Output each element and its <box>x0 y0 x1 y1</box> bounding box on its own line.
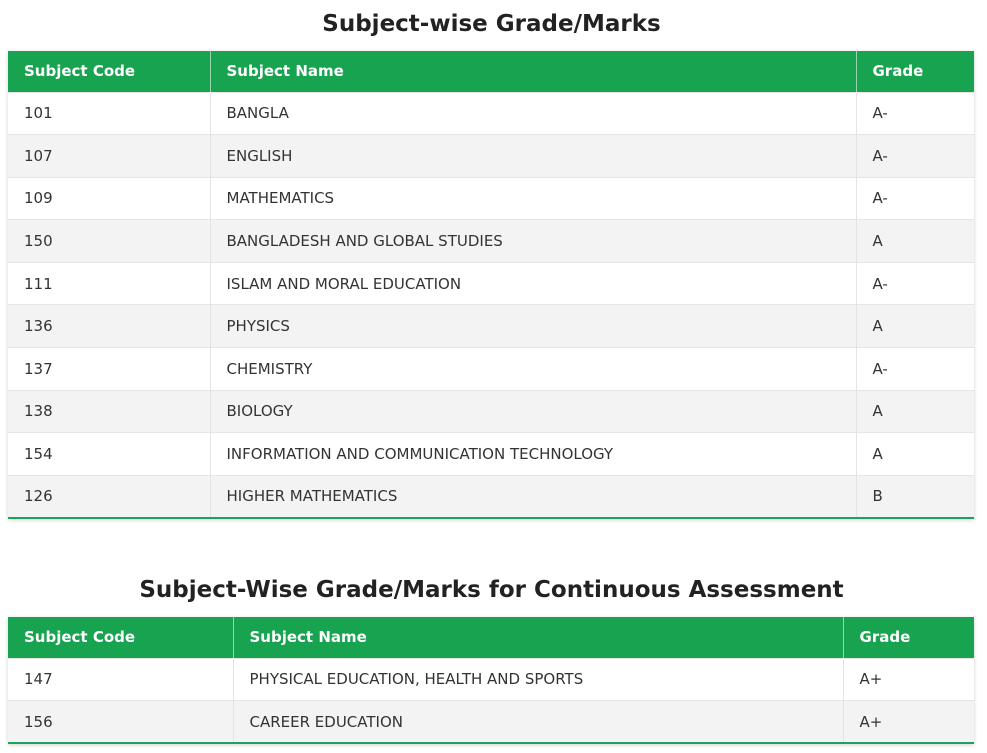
grade-cell: A <box>856 220 974 263</box>
table-row <box>8 475 974 518</box>
subject-grades-table <box>8 51 974 519</box>
header-subject-name: Subject Name <box>233 617 843 658</box>
subject-code-cell: 138 <box>8 390 210 433</box>
grade-cell: A- <box>856 92 974 135</box>
header-subject-name: Subject Name <box>210 51 856 92</box>
subject-code-cell: 150 <box>8 220 210 263</box>
subject-name-cell: CAREER EDUCATION <box>233 701 843 744</box>
subject-code-cell: 137 <box>8 348 210 391</box>
subject-code-cell: 107 <box>8 135 210 178</box>
subject-name-cell: BANGLADESH AND GLOBAL STUDIES <box>210 220 856 263</box>
grade-cell: A+ <box>843 658 974 701</box>
table-header-row <box>8 51 974 92</box>
grade-cell: A- <box>856 135 974 178</box>
table-row <box>8 220 974 263</box>
subject-code-cell: 101 <box>8 92 210 135</box>
subject-grades-body <box>8 92 974 518</box>
table-header-row <box>8 617 974 658</box>
subject-code-cell: 136 <box>8 305 210 348</box>
subject-code-cell: 154 <box>8 433 210 476</box>
subject-code-cell: 111 <box>8 262 210 305</box>
table-row <box>8 433 974 476</box>
grade-cell: A- <box>856 262 974 305</box>
subject-name-cell: CHEMISTRY <box>210 348 856 391</box>
subject-name-cell: BIOLOGY <box>210 390 856 433</box>
subject-name-cell: HIGHER MATHEMATICS <box>210 475 856 518</box>
subject-wise-grade-title: Subject-wise Grade/Marks <box>322 11 661 37</box>
subject-code-cell: 147 <box>8 658 233 701</box>
table-row <box>8 262 974 305</box>
table-row <box>8 177 974 220</box>
grade-cell: A <box>856 305 974 348</box>
continuous-assessment-title: Subject-Wise Grade/Marks for Continuous Assessment <box>139 577 844 603</box>
grade-cell: A <box>856 433 974 476</box>
header-grade: Grade <box>843 617 974 658</box>
table-row <box>8 135 974 178</box>
table-row <box>8 701 974 744</box>
table-row <box>8 348 974 391</box>
table-row <box>8 305 974 348</box>
header-subject-code: Subject Code <box>8 51 210 92</box>
header-grade: Grade <box>856 51 974 92</box>
subject-code-cell: 126 <box>8 475 210 518</box>
subject-name-cell: PHYSICS <box>210 305 856 348</box>
grade-cell: A <box>856 390 974 433</box>
subject-name-cell: BANGLA <box>210 92 856 135</box>
table-row <box>8 390 974 433</box>
header-subject-code: Subject Code <box>8 617 233 658</box>
subject-name-cell: ENGLISH <box>210 135 856 178</box>
subject-name-cell: PHYSICAL EDUCATION, HEALTH AND SPORTS <box>233 658 843 701</box>
table-row <box>8 92 974 135</box>
subject-name-cell: INFORMATION AND COMMUNICATION TECHNOLOGY <box>210 433 856 476</box>
grade-cell: A+ <box>843 701 974 744</box>
subject-code-cell: 109 <box>8 177 210 220</box>
grade-cell: B <box>856 475 974 518</box>
continuous-assessment-table <box>8 617 974 744</box>
subject-name-cell: MATHEMATICS <box>210 177 856 220</box>
subject-name-cell: ISLAM AND MORAL EDUCATION <box>210 262 856 305</box>
grade-cell: A- <box>856 348 974 391</box>
grade-cell: A- <box>856 177 974 220</box>
table-row <box>8 658 974 701</box>
subject-code-cell: 156 <box>8 701 233 744</box>
continuous-assessment-body <box>8 658 974 743</box>
